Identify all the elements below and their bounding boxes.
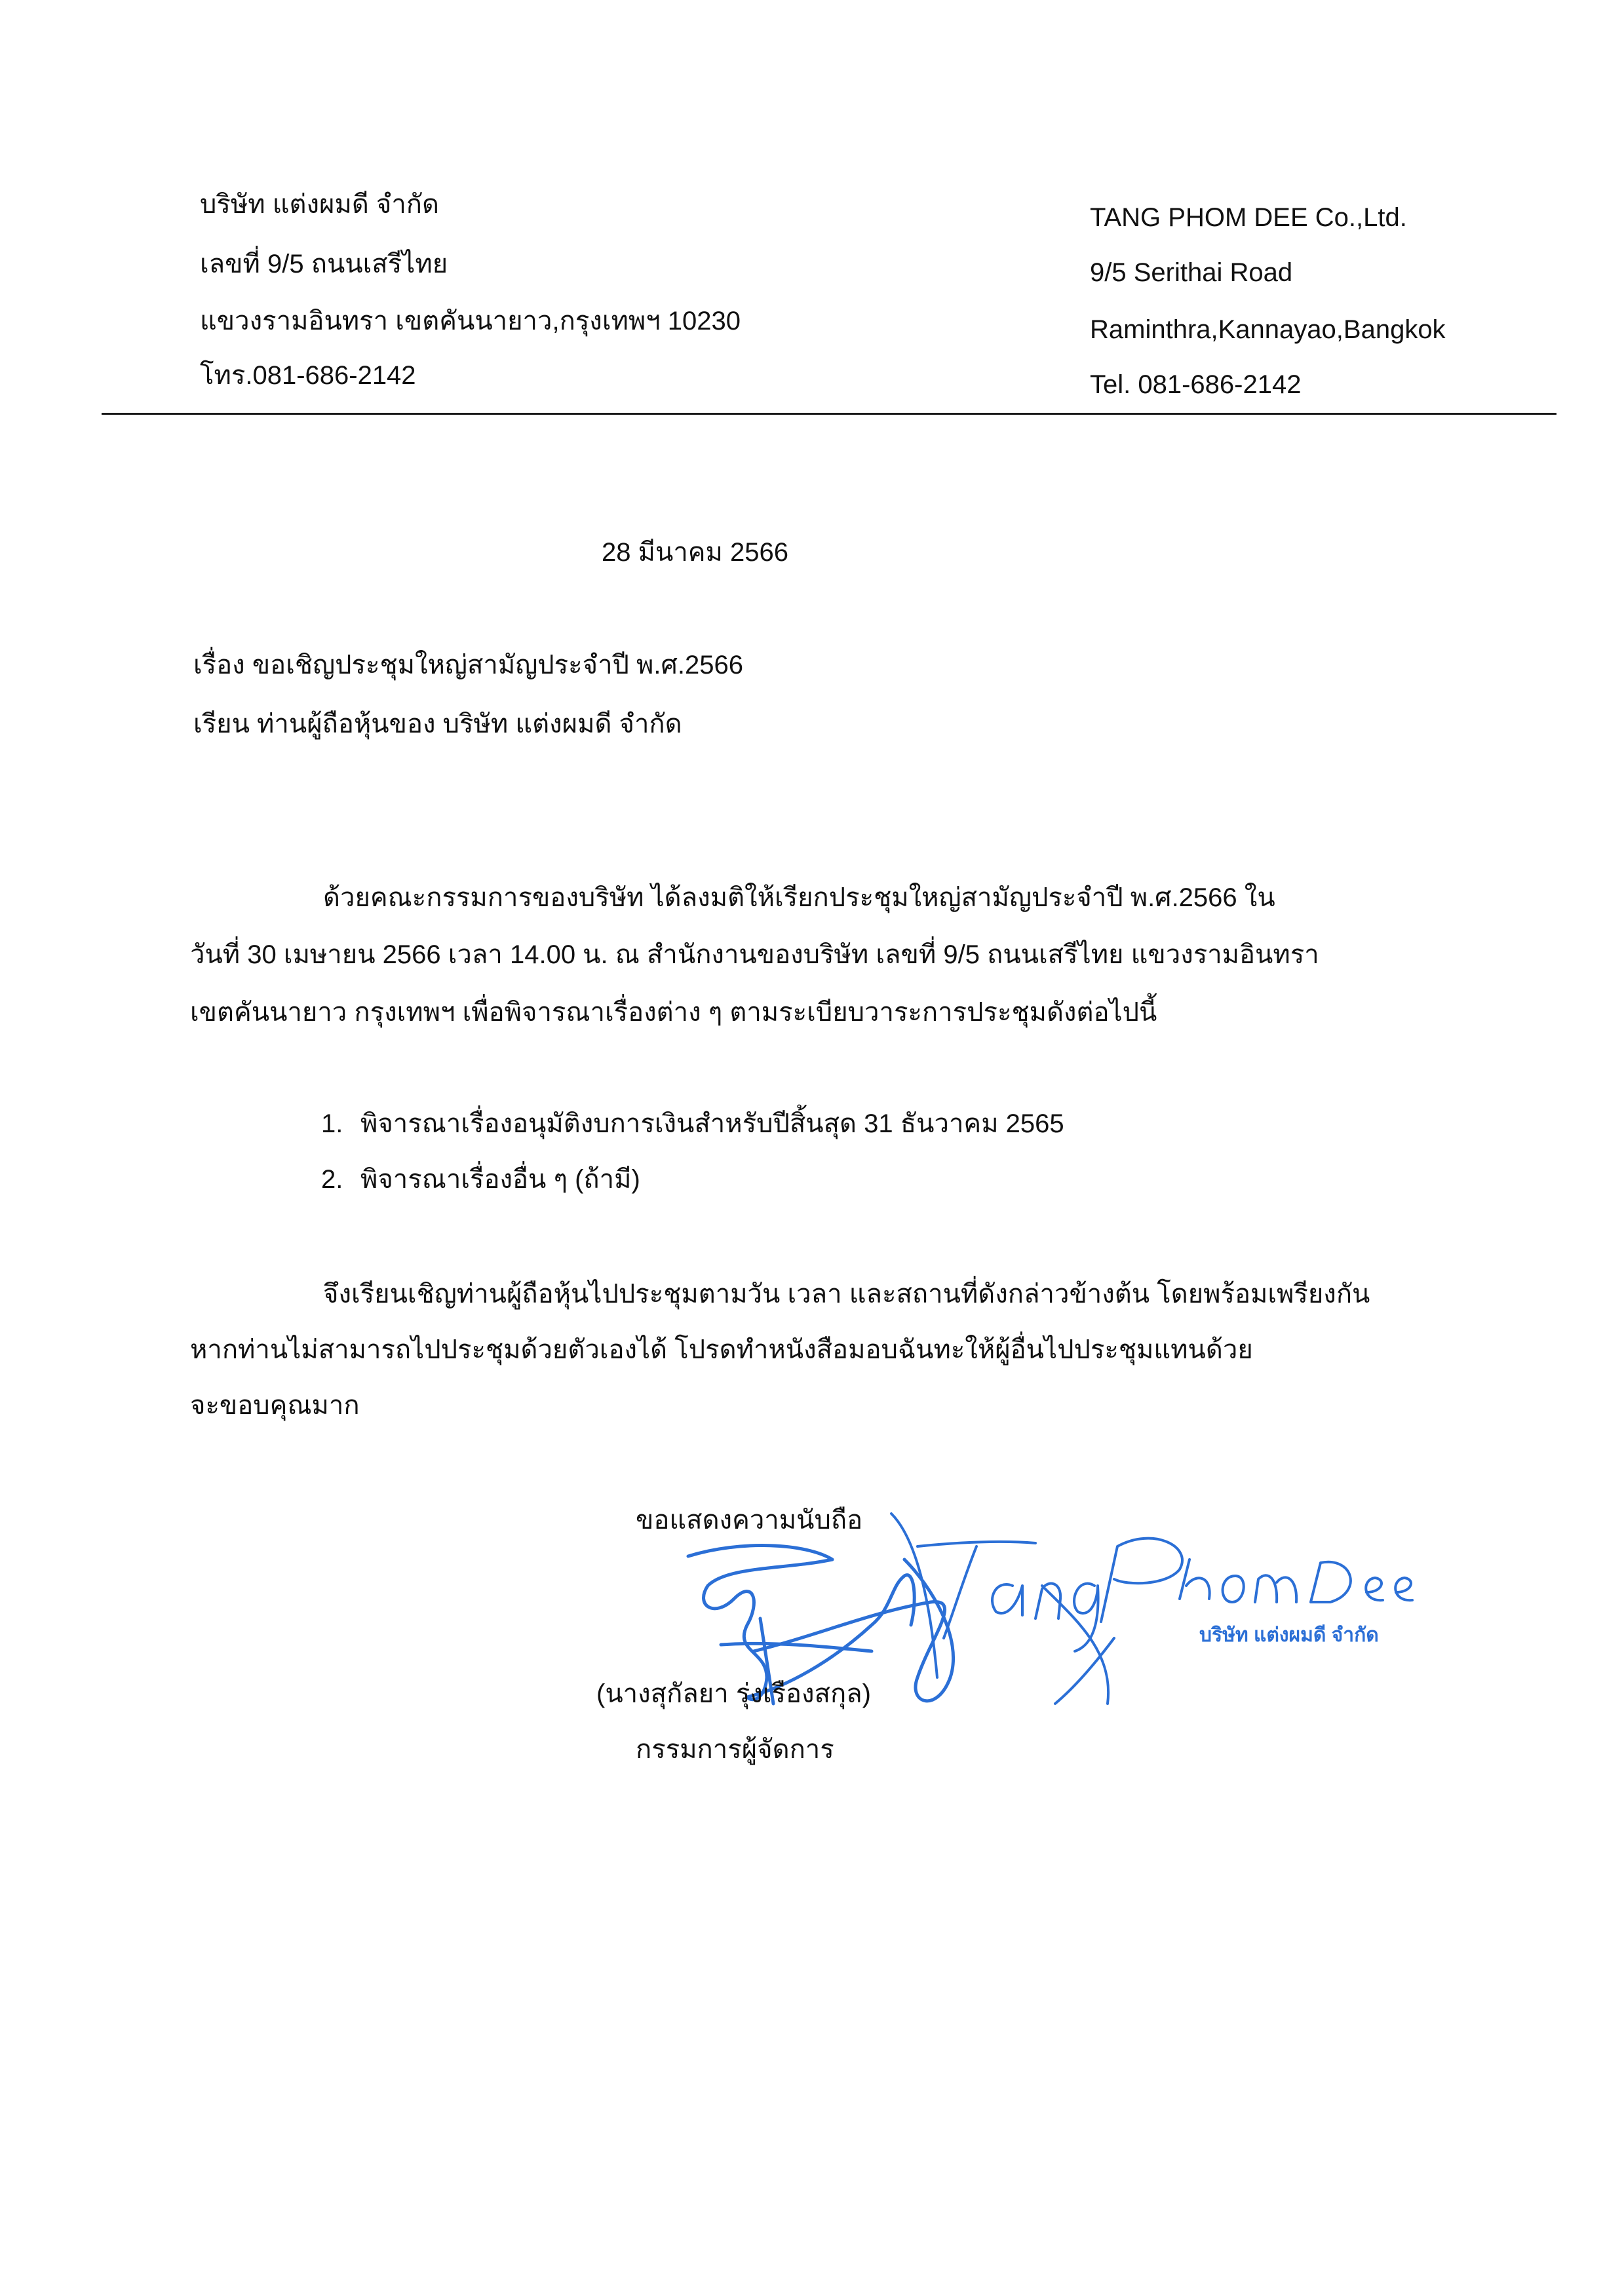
letter-date: 28 มีนาคม 2566 xyxy=(602,538,788,567)
letterhead-company-english: TANG PHOM DEE Co.,Ltd. xyxy=(1090,203,1407,232)
letter-recipient: เรียน ท่านผู้ถือหุ้นของ บริษัท แต่งผมดี จำกัด xyxy=(193,710,682,738)
closing-salutation: ขอแสดงความนับถือ xyxy=(636,1506,863,1535)
letterhead-phone-thai: โทร.081-686-2142 xyxy=(200,361,416,390)
letter-subject: เรื่อง ขอเชิญประชุมใหญ่สามัญประจำปี พ.ศ.2566 xyxy=(193,651,744,679)
body-paragraph-1-line-1: ด้วยคณะกรรมการของบริษัท ได้ลงมติให้เรียกประชุมใหญ่สามัญประจำปี พ.ศ.2566 ใน xyxy=(323,883,1275,912)
letterhead-address-thai-2: แขวงรามอินทรา เขตคันนายาว,กรุงเทพฯ 10230 xyxy=(200,307,741,335)
letterhead-address-english-1: 9/5 Serithai Road xyxy=(1090,258,1293,287)
letterhead-address-thai-1: เลขที่ 9/5 ถนนเสรีไทย xyxy=(200,250,448,278)
company-stamp-logo xyxy=(891,1514,1412,1704)
stamp-caption: บริษัท แต่งผมดี จำกัด xyxy=(1199,1624,1379,1646)
letterhead-phone-english: Tel. 081-686-2142 xyxy=(1090,370,1302,399)
body-paragraph-2-line-3: จะขอบคุณมาก xyxy=(190,1391,360,1420)
body-paragraph-2-line-1: จึงเรียนเชิญท่านผู้ถือหุ้นไปประชุมตามวัน เวลา และสถานที่ดังกล่าวข้างต้น โดยพร้อมเพรียงกัน xyxy=(323,1280,1370,1309)
letterhead-address-english-2: Raminthra,Kannayao,Bangkok xyxy=(1090,315,1446,344)
agenda-item-number: 2. xyxy=(321,1165,343,1194)
letterhead-company-thai: บริษัท แต่งผมดี จำกัด xyxy=(200,190,439,219)
body-paragraph-1-line-2: วันที่ 30 เมษายน 2566 เวลา 14.00 น. ณ สำนักงานของบริษัท เลขที่ 9/5 ถนนเสรีไทย แขวงรามอินทรา xyxy=(190,940,1319,969)
signatory-title: กรรมการผู้จัดการ xyxy=(636,1735,834,1764)
agenda-item-number: 1. xyxy=(321,1109,343,1138)
body-paragraph-2-line-2: หากท่านไม่สามารถไปประชุมด้วยตัวเองได้ โปรดทำหนังสือมอบฉันทะให้ผู้อื่นไปประชุมแทนด้วย xyxy=(190,1335,1253,1364)
body-paragraph-1-line-3: เขตคันนายาว กรุงเทพฯ เพื่อพิจารณาเรื่องต่าง ๆ ตามระเบียบวาระการประชุมดังต่อไปนี้ xyxy=(190,998,1157,1027)
signatory-name: (นางสุกัลยา รุ่งเรืองสกุล) xyxy=(596,1679,872,1708)
agenda-item-text: พิจารณาเรื่องอื่น ๆ (ถ้ามี) xyxy=(360,1165,640,1194)
agenda-item-text: พิจารณาเรื่องอนุมัติงบการเงินสำหรับปีสิ้นสุด 31 ธันวาคม 2565 xyxy=(360,1109,1064,1138)
letterhead-divider xyxy=(102,413,1556,415)
